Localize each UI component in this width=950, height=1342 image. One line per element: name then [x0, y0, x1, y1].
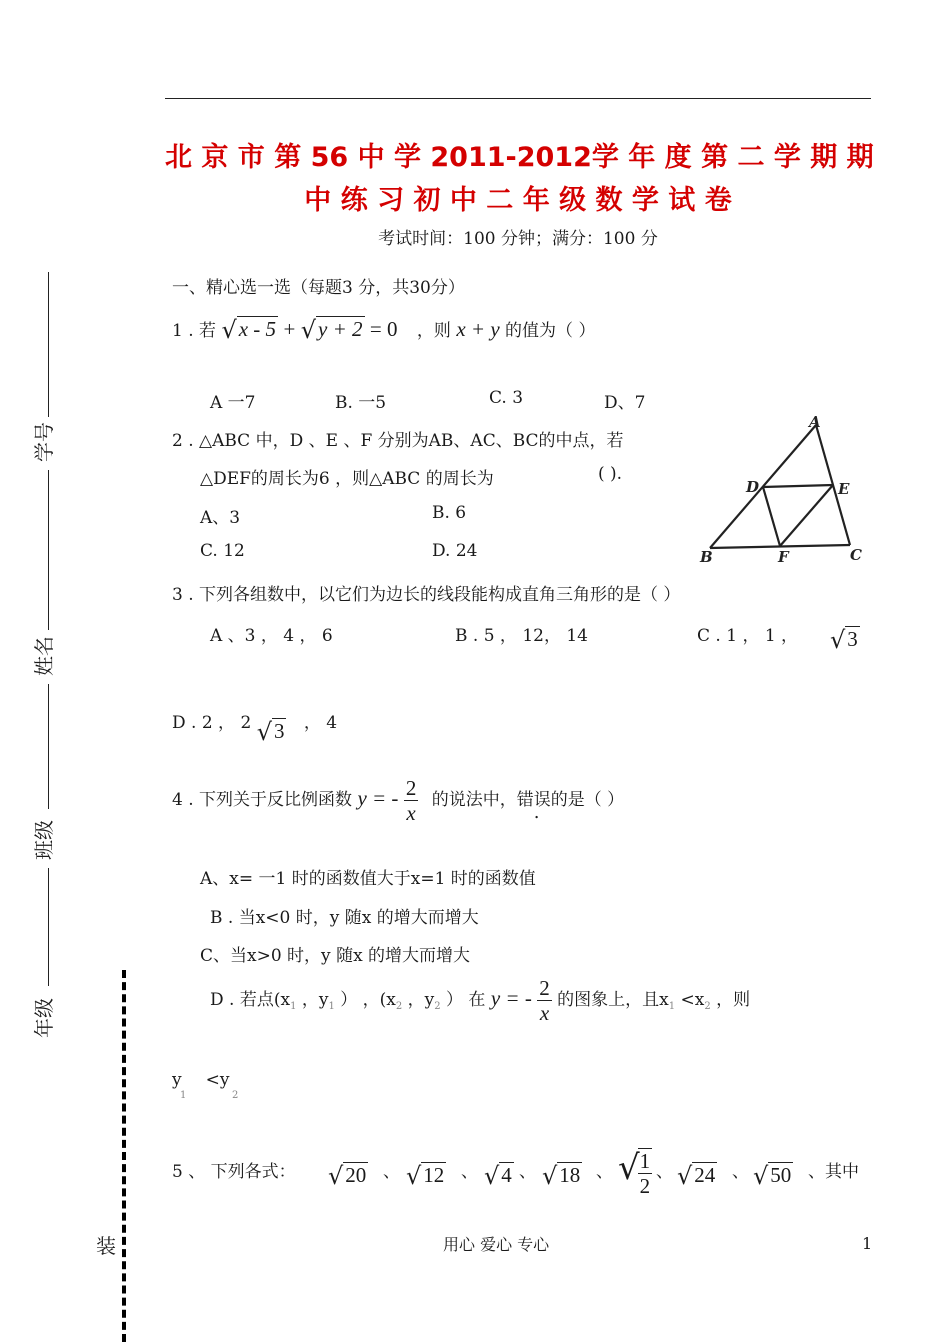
q3-option-d-sqrt: √3: [256, 718, 285, 746]
exam-info: 考试时间：100 分钟；满分：100 分: [378, 229, 658, 249]
q1-option-c: C. 3: [489, 388, 524, 408]
q5-sep-4: 、: [596, 1162, 613, 1182]
vertex-label-a: A: [809, 413, 821, 431]
vertex-label-e: E: [838, 480, 850, 498]
q3-option-c-sqrt: √3: [830, 626, 858, 654]
q1-plus: +: [283, 317, 296, 341]
q1-mid: ，则: [416, 321, 451, 341]
sidebar-label-student-id: 学号: [32, 422, 56, 462]
edge-df: [763, 487, 780, 546]
edge-ef: [780, 485, 833, 546]
q5-sqrt-24: √24: [677, 1162, 716, 1190]
q5-sqrt-half: √ $\frac{1}{2}$: [618, 1148, 651, 1198]
q5-sep-6: 、: [732, 1162, 749, 1182]
header-rule: [165, 98, 871, 99]
q4-tail1: 的说法中，: [431, 790, 517, 810]
q4-option-c: C、当x>0 时，y 随x 的增大而增大: [200, 946, 471, 966]
q4-option-b: B . 当x<0 时，y 随x 的增大而增大: [210, 908, 479, 928]
q2-option-a: A、3: [200, 508, 241, 528]
q4-sub-1: 1: [180, 1090, 187, 1101]
sidebar-line-class: [48, 684, 49, 809]
q1-option-d: D、7: [604, 393, 646, 413]
triangle-figure: [696, 410, 871, 570]
q4-option-a: A、x= 一1 时的函数值大于x=1 时的函数值: [200, 869, 536, 889]
q3-option-a: A 、3 ， 4 ， 6: [210, 626, 333, 646]
q4-function: y = -: [357, 786, 399, 810]
q4-emphasis: 错误: [516, 790, 551, 810]
q3-option-d-pre: D . 2 ， 2: [172, 713, 252, 733]
page-number: 1: [862, 1234, 873, 1253]
q5-sqrt-12: √12: [406, 1162, 445, 1190]
q2-option-b: B. 6: [432, 503, 467, 523]
q1-prefix: 1 . 若: [172, 321, 217, 341]
sidebar-line-student-id: [48, 272, 49, 417]
sidebar-line-grade: [48, 868, 49, 986]
q2-line1: 2 . △ABC 中，D 、E 、F 分别为AB、AC、BC的中点，若: [172, 431, 624, 451]
q5-tail: 、其中: [808, 1162, 859, 1182]
q4-prefix: 4 . 下列关于反比例函数: [172, 790, 353, 810]
binding-dashed-line: [122, 970, 126, 1342]
footer-motto: 用心 爱心 专心: [443, 1235, 550, 1254]
vertex-label-d: D: [746, 478, 760, 496]
q5-sqrt-20: √20: [328, 1162, 367, 1190]
q3-text: 3 . 下列各组数中，以它们为边长的线段能构成直角三角形的是（ ）: [172, 585, 681, 605]
q5-sqrt-50: √50: [753, 1162, 792, 1190]
sidebar-label-class: 班级: [32, 820, 56, 860]
q2-option-d: D. 24: [432, 541, 478, 561]
triangle-lines: [710, 425, 850, 548]
page-title-line1: 北 京 市 第 56 中 学 2011-2012学 年 度 第 二 学 期 期: [165, 142, 874, 173]
q5-sqrt-18: √18: [542, 1162, 581, 1190]
q3-option-b: B . 5 ， 12， 14: [455, 626, 588, 646]
q4-option-d-function: y = -: [490, 986, 532, 1010]
q5-sep-5: 、: [656, 1162, 673, 1182]
q1-option-b: B. 一5: [335, 393, 387, 413]
q4-tail2: 的是（ ）: [550, 790, 625, 810]
q2-option-c: C. 12: [200, 541, 245, 561]
q5-prefix: 5 、 下列各式：: [172, 1162, 296, 1182]
question-4: [172, 776, 624, 825]
q3-option-d-post: ， 4: [303, 713, 338, 733]
q5-sqrt-4: √4: [484, 1162, 512, 1190]
q5-sep-3: 、: [519, 1162, 536, 1182]
vertex-label-c: C: [850, 546, 862, 564]
q1-equals: = 0: [369, 317, 398, 341]
sidebar-line-name: [48, 470, 49, 630]
q4-option-d: D . 若点($x_1$ ，$y_1$ ） ，($x_2$ ，$y_2$ ） 在 y = - $\frac{2}{x}$ 的图象上，且$x_1 <x_2$ ，则: [210, 976, 751, 1025]
q1-sqrt-1: √x - 5: [221, 316, 277, 344]
sidebar-label-name: 姓名: [32, 636, 56, 676]
binding-char: 装: [96, 1234, 116, 1258]
q4-option-d-fraction: $\frac{2}{x}$: [539, 976, 550, 1025]
vertex-label-b: B: [700, 548, 713, 566]
sidebar-label-grade: 年级: [32, 998, 56, 1038]
q3-option-d: [172, 708, 337, 746]
q3-option-c: C . 1 ， 1 ，: [697, 626, 799, 646]
edge-de: [763, 485, 833, 487]
page-title-line2: 中 练 习 初 中 二 年 级 数 学 试 卷: [304, 185, 732, 216]
vertex-label-f: F: [778, 548, 789, 566]
q1-tail: 的值为（ ）: [505, 321, 596, 341]
q1-sqrt-2: √y + 2: [300, 316, 363, 344]
section-heading: 一、精心选一选（每题3 分，共30分）: [172, 278, 465, 298]
q1-expr: x + y: [456, 317, 500, 341]
question-1: [172, 316, 595, 344]
q4-fraction: $\frac{2}{x}$: [405, 776, 417, 825]
q2-paren: ( ).: [598, 464, 623, 484]
q4-option-d-cont: y <y: [172, 1070, 230, 1090]
q4-sub-2: 2: [232, 1090, 239, 1101]
q5-sep-2: 、: [461, 1162, 478, 1182]
q2-line2: △DEF的周长为6 ，则△ABC 的周长为: [200, 469, 494, 489]
q1-option-a: A 一7: [210, 393, 256, 413]
q5-sep-1: 、: [383, 1162, 400, 1182]
